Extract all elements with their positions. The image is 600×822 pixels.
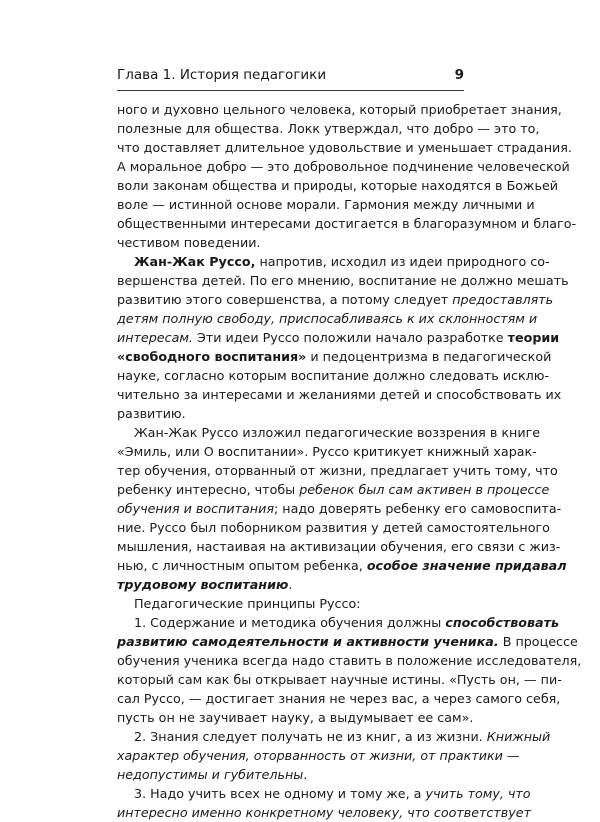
text-line [117,594,464,613]
text-line [117,499,562,518]
paragraph [117,727,551,784]
text-line [117,138,572,157]
text-line [117,233,464,252]
text-segment: особое значение придавал [366,558,567,573]
text-segment: честивом поведении. [117,235,261,250]
text-segment: учить тому, что [425,786,531,801]
paragraph [117,423,567,594]
text-segment: предоставлять [452,292,554,307]
text-line [117,803,531,822]
text-segment: Жан-Жак Руссо, [134,254,256,269]
text-line [117,176,558,195]
text-line [117,119,540,138]
text-line [117,290,554,309]
text-line [117,651,582,670]
paragraph [117,252,569,423]
text-segment: воле — истинной основе морали. Гармония между личными и [117,197,535,212]
header-divider [117,90,464,91]
text-segment: чительно за интересами и желаниями детей и способствовать их [117,387,562,402]
text-line [117,309,538,328]
text-line [117,404,464,423]
text-line [117,765,464,784]
text-segment: интересам. [117,330,193,345]
text-line [117,556,567,575]
text-line [117,195,535,214]
text-segment: «Эмиль, или О воспитании». Руссо критикует книжный харак- [117,444,537,459]
text-segment: пусть он не заучивает науку, а выдумывает ее сам». [117,710,474,725]
text-segment: напротив, исходил из идеи природного со- [255,254,550,269]
text-segment: Книжный [486,729,551,744]
text-line [117,442,537,461]
text-segment: характер обучения, оторванность от жизни, от практики — [117,748,520,763]
chapter-title: Глава 1. История педагогики [117,67,327,83]
page-header [117,66,464,84]
text-segment: . [288,577,293,592]
text-line [117,271,569,290]
text-line [117,746,520,765]
text-segment: что доставляет длительное удовольствие и уменьшает страдания. [117,140,572,155]
text-segment: «свободного воспитания» [117,349,307,364]
text-segment: ; надо доверять ребенку его самовоспита- [273,501,562,516]
text-segment: который сам как бы открывает научные истины. «Пусть он, — пи- [117,672,562,687]
text-segment: сал Руссо, — достигает знания не через вас, а через самого себя, [117,691,561,706]
text-line [117,480,550,499]
text-line [117,670,562,689]
text-segment: ребенок был сам активен в процессе [299,482,550,497]
text-segment: А моральное добро — это добровольное подчинение человеческой [117,159,570,174]
text-segment: ного и духовно цельного человека, который приобретает знания, [117,102,562,117]
text-segment: 3. Надо учить всех не одному и тому же, а [134,786,426,801]
text-line [117,252,550,271]
text-line [117,366,550,385]
text-segment: детям полную свободу, приспосабливаясь к их склонностям и [117,311,538,326]
text-segment: теории [507,330,560,345]
text-line [117,328,560,347]
text-segment: ребенку интересно, чтобы [117,482,300,497]
text-segment: науке, согласно которым воспитание должно следовать исклю- [117,368,550,383]
text-line [117,708,474,727]
text-line [117,632,578,651]
text-segment: и педоцентризма в педагогической [306,349,552,364]
text-line [117,347,552,366]
text-segment: ние. Руссо был поборником развития у детей самостоятельного [117,520,550,535]
text-segment: мышления, настаивая на активизации обучения, его связи с жиз- [117,539,561,554]
text-segment: трудовому воспитанию [117,577,289,592]
text-segment: Педагогические принципы Руссо: [134,596,361,611]
body-text [117,100,582,822]
text-segment: вершенства детей. По его мнению, воспитание не должно мешать [117,273,569,288]
text-line [117,518,550,537]
text-line [117,385,562,404]
text-segment: обучения и воспитания [117,501,274,516]
text-segment: развитию самодеятельности и активности ученика. [117,634,499,649]
page-number: 9 [454,67,464,83]
text-line [117,214,577,233]
text-segment: 1. Содержание и методика обучения должны [134,615,446,630]
text-line [117,100,562,119]
text-segment: интересно именно конкретному человеку, что соответствует [117,805,531,820]
text-line [117,537,561,556]
paragraph [117,613,582,727]
text-line [117,423,541,442]
text-segment: развитию. [117,406,186,421]
text-line [117,784,531,803]
text-segment: Жан-Жак Руссо изложил педагогические воззрения в книге [134,425,541,440]
text-segment: нью, с личностным опытом ребенка, [117,558,367,573]
text-line [117,575,464,594]
text-segment: 2. Знания следует получать не из книг, а из жизни. [134,729,487,744]
text-segment: недопустимы и губительны [117,767,304,782]
text-segment: В процессе [498,634,578,649]
text-line [117,461,558,480]
text-line [117,689,561,708]
text-segment: общественными интересами достигается в благоразумном и благо- [117,216,577,231]
paragraph [117,100,577,252]
text-segment: . [303,767,308,782]
text-line [117,613,559,632]
text-segment: полезные для общества. Локк утверждал, что добро — это то, [117,121,540,136]
text-line [117,157,570,176]
text-segment: обучения ученика всегда надо ставить в положение исследователя, [117,653,582,668]
text-segment: тер обучения, оторванный от жизни, предлагает учить тому, что [117,463,558,478]
text-line [117,727,551,746]
paragraph [117,784,531,822]
text-segment: воли законам общества и природы, которые находятся в Божьей [117,178,558,193]
text-segment: способствовать [445,615,559,630]
paragraph [117,594,464,613]
text-segment: Эти идеи Руссо положили начало разработке [192,330,508,345]
text-segment: развитию этого совершенства, а потому следует [117,292,453,307]
